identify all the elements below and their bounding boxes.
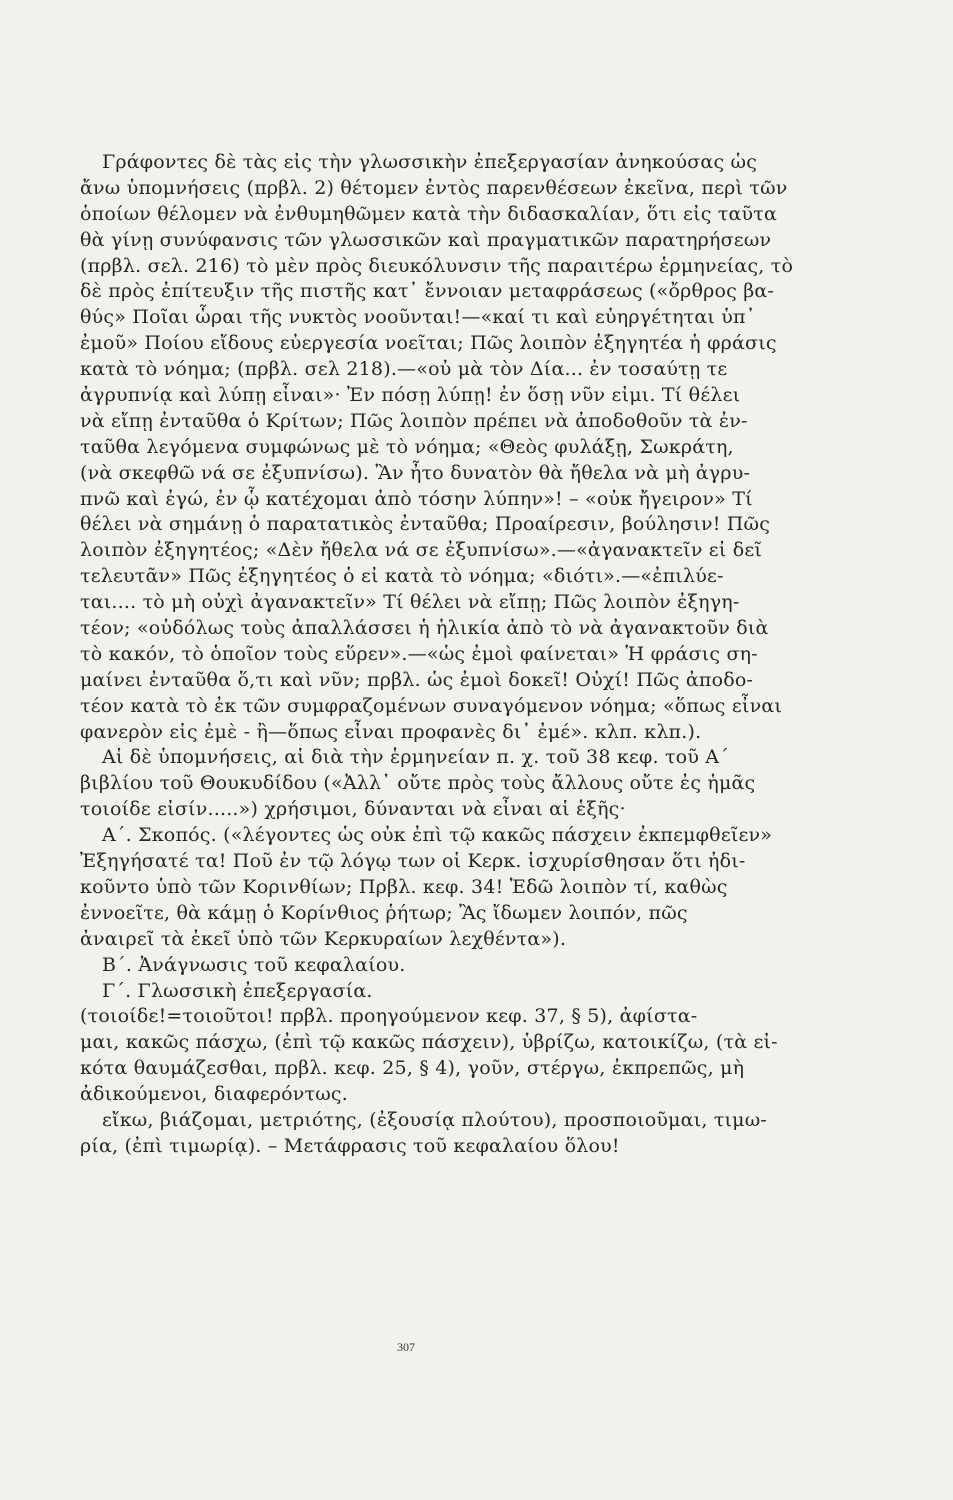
text-line: Ἐξηγήσατέ τα! Ποῦ ἐν τῷ λόγῳ των οἱ Κερκ. ἰσχυρίσθησαν ὅτι ἠδι- — [80, 850, 746, 873]
text-line: βιβλίου τοῦ Θουκυδίδου («Ἀλλ᾽ οὔτε πρὸς τοὺς ἄλλους οὔτε ἐς ἡμᾶς — [80, 772, 756, 795]
text-line: ἐννοεῖτε, θὰ κάμῃ ὁ Κορίνθιος ῥήτωρ; Ἂς ἴδωμεν λοιπόν, πῶς — [80, 901, 688, 924]
page-number: 307 — [397, 1340, 415, 1354]
text-line: Β΄. Ἀνάγνωσις τοῦ κεφαλαίου. — [102, 953, 406, 976]
text-line: (νὰ σκεφθῶ νά σε ἐξυπνίσω). Ἂν ἦτο δυνατὸν θὰ ἤθελα νὰ μὴ ἀγρυ- — [80, 461, 751, 484]
text-line: ται.... τὸ μὴ οὐχὶ ἀγανακτεῖν» Τί θέλει νὰ εἴπῃ; Πῶς λοιπὸν ἐξηγη- — [80, 591, 740, 614]
text-line: κοῦντο ὑπὸ τῶν Κορινθίων; Πρβλ. κεφ. 34! Ἐδῶ λοιπὸν τί, καθὼς — [80, 875, 728, 898]
text-line: τέον κατὰ τὸ ἐκ τῶν συμφραζομένων συναγόμενον νόημα; «ὅπως εἶναι — [80, 694, 783, 717]
text-line: φανερὸν εἰς ἐμὲ - ἢ—ὅπως εἶναι προφανὲς δι᾽ ἐμέ». κλπ. κλπ.). — [80, 720, 702, 743]
text-line: (πρβλ. σελ. 216) τὸ μὲν πρὸς διευκόλυνσιν τῆς παραιτέρω ἑρμηνείας, τὸ — [80, 254, 794, 277]
text-line: ρία, (ἐπὶ τιμωρίᾳ). – Μετάφρασις τοῦ κεφαλαίου ὅλου! — [80, 1134, 620, 1157]
text-line: ταῦθα λεγόμενα συμφώνως μὲ τὸ νόημα; «Θεὸς φυλάξῃ, Σωκράτη, — [80, 435, 734, 458]
text-line: θὰ γίνῃ συνύφανσις τῶν γλωσσικῶν καὶ πραγματικῶν παρατηρήσεων — [80, 228, 772, 251]
text-line: μαι, κακῶς πάσχω, (ἐπὶ τῷ κακῶς πάσχειν), ὑβρίζω, κατοικίζω, (τὰ εἰ- — [80, 1031, 778, 1054]
text-line: εἴκω, βιάζομαι, μετριότης, (ἐξουσίᾳ πλούτου), προσποιοῦμαι, τιμω- — [102, 1108, 768, 1131]
text-line: τέον; «οὐδόλως τοὺς ἀπαλλάσσει ἡ ἡλικία ἀπὸ τὸ νὰ ἀγανακτοῦν διὰ — [80, 617, 769, 640]
text-line: τὸ κακόν, τὸ ὁποῖον τοὺς εὕρεν».—«ὡς ἐμοὶ φαίνεται» Ἡ φράσις ση- — [80, 642, 758, 665]
text-line: Αἱ δὲ ὑπομνήσεις, αἱ διὰ τὴν ἑρμηνείαν π. χ. τοῦ 38 κεφ. τοῦ Α΄ — [102, 746, 729, 769]
text-line: ἀναιρεῖ τὰ ἐκεῖ ὑπὸ τῶν Κερκυραίων λεχθέντα»). — [80, 927, 567, 950]
text-line: πνῶ καὶ ἐγώ, ἐν ᾧ κατέχομαι ἀπὸ τόσην λύπην»! – «οὐκ ἤγειρον» Τί — [80, 487, 753, 510]
text-line: (τοιοίδε!=τοιοῦτοι! πρβλ. προηγούμενον κεφ. 37, § 5), ἀφίστα- — [80, 1005, 698, 1028]
text-line: θύς» Ποῖαι ὧραι τῆς νυκτὸς νοοῦνται!—«καί τι καὶ εὐηργέτηται ὑπ᾽ — [80, 306, 756, 329]
text-line: τοιοίδε εἰσίν.....») χρήσιμοι, δύνανται νὰ εἶναι αἱ ἑξῆς· — [80, 798, 626, 821]
text-line: ἄνω ὑπομνήσεις (πρβλ. 2) θέτομεν ἐντὸς παρενθέσεων ἐκεῖνα, περὶ τῶν — [80, 176, 788, 199]
text-line: μαίνει ἐνταῦθα ὅ,τι καὶ νῦν; πρβλ. ὡς ἐμοὶ δοκεῖ! Οὐχί! Πῶς ἀποδο- — [80, 668, 754, 691]
body-text — [80, 150, 800, 1160]
text-line: δὲ πρὸς ἐπίτευξιν τῆς πιστῆς κατ᾽ ἔννοιαν μεταφράσεως («ὄρθρος βα- — [80, 280, 775, 303]
text-line: λοιπὸν ἐξηγητέος; «Δὲν ἤθελα νά σε ἐξυπνίσω».—«ἀγανακτεῖν εἰ δεῖ — [80, 539, 763, 562]
text-line: νὰ εἴπῃ ἐνταῦθα ὁ Κρίτων; Πῶς λοιπὸν πρέπει νὰ ἀποδοθοῦν τὰ ἐν- — [80, 409, 748, 432]
text-line: ἀδικούμενοι, διαφερόντως. — [80, 1083, 349, 1106]
text-line: τελευτᾶν» Πῶς ἐξηγητέος ὁ εἰ κατὰ τὸ νόημα; «διότι».—«ἐπιλύε- — [80, 565, 724, 588]
text-line: ἀγρυπνίᾳ καὶ λύπῃ εἶναι»· Ἐν πόσῃ λύπῃ! ἐν ὅσῃ νῦν εἰμι. Τί θέλει — [80, 384, 741, 407]
text-line: Α΄. Σκοπός. («λέγοντες ὡς οὐκ ἐπὶ τῷ κακῶς πάσχειν ἐκπεμφθεῖεν» — [102, 824, 773, 847]
text-line: ἐμοῦ» Ποίου εἴδους εὐεργεσία νοεῖται; Πῶς λοιπὸν ἐξηγητέα ἡ φράσις — [80, 332, 777, 355]
text-line: κότα θαυμάζεσθαι, πρβλ. κεφ. 25, § 4), γοῦν, στέργω, ἐκπρεπῶς, μὴ — [80, 1057, 745, 1080]
text-line: ὁποίων θέλομεν νὰ ἐνθυμηθῶμεν κατὰ τὴν διδασκαλίαν, ὅτι εἰς ταῦτα — [80, 202, 778, 225]
text-line: Γράφοντες δὲ τὰς εἰς τὴν γλωσσικὴν ἐπεξεργασίαν ἀνηκούσας ὡς — [102, 151, 758, 173]
text-line: Γ΄. Γλωσσικὴ ἐπεξεργασία. — [102, 979, 373, 1002]
text-line: κατὰ τὸ νόημα; (πρβλ. σελ 218).—«οὐ μὰ τὸν Δία... ἐν τοσαύτῃ τε — [80, 358, 728, 381]
text-line: θέλει νὰ σημάνῃ ὁ παρατατικὸς ἐνταῦθα; Προαίρεσιν, βούλησιν! Πῶς — [80, 513, 771, 536]
